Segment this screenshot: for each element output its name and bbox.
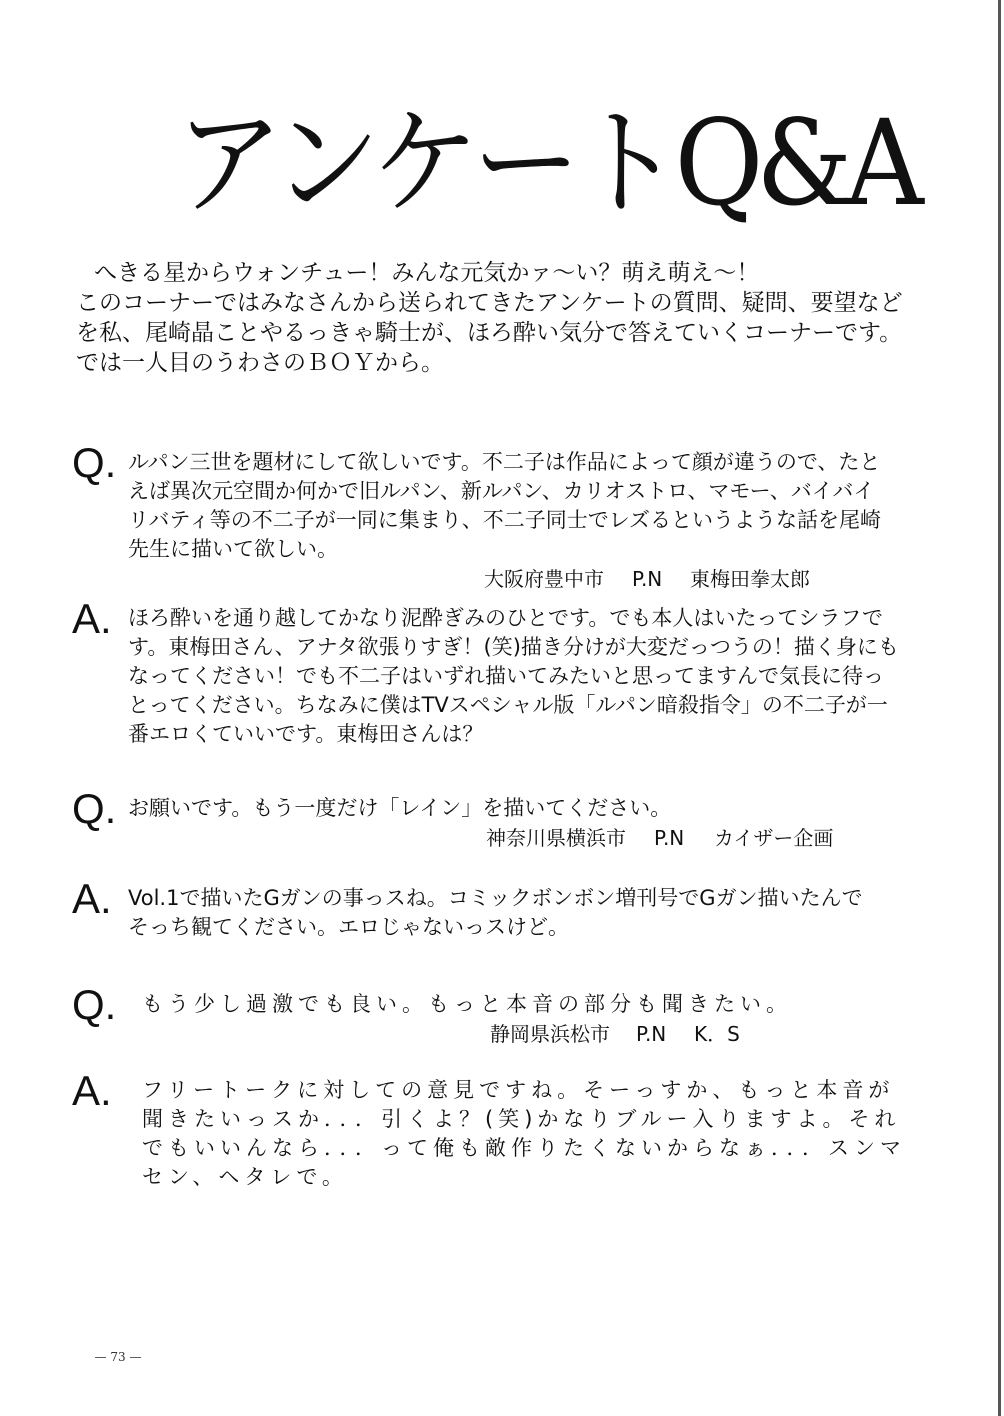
answer-2	[72, 875, 922, 942]
sender-name: カイザー企画	[714, 826, 834, 850]
sender-credit	[142, 1019, 922, 1049]
sender-name: 東梅田拳太郎	[690, 567, 810, 591]
question-line: 先生に描いて欲しい。	[128, 537, 338, 561]
page-number: — 73 —	[94, 1350, 142, 1364]
answer-marker: A.	[72, 875, 112, 922]
answer-marker: A.	[72, 1067, 112, 1114]
page-edge-rule	[998, 0, 1001, 1416]
sender-location: 静岡県浜松市	[490, 1022, 610, 1046]
question-marker: Q.	[72, 785, 117, 832]
question-3	[72, 981, 922, 1049]
answer-line: す。東梅田さん、アナタ欲張りすぎ！(笑)描き分けが大変だっつうの！描く身にも	[128, 635, 899, 659]
page-title: アンケートQ&A	[175, 94, 917, 232]
answer-text	[128, 604, 922, 749]
question-1	[72, 439, 922, 594]
answer-line: なってください！でも不二子はいずれ描いてみたいと思ってますんで気長に待っ	[128, 664, 884, 688]
intro-line: を私、尾崎晶ことやるっきゃ騎士が、ほろ酔い気分で答えていくコーナーです。	[76, 320, 903, 346]
answer-line: とってください。ちなみに僕はTVスペシャル版「ルパン暗殺指令」の不二子が一	[128, 693, 888, 717]
answer-marker: A.	[72, 595, 112, 642]
question-text	[128, 794, 922, 853]
question-line: もう少し過激でも良い。もっと本音の部分も聞きたい。	[142, 992, 792, 1016]
question-line: ルパン三世を題材にして欲しいです。不二子は作品によって顔が違うので、たと	[128, 450, 881, 474]
answer-line: 番エロくていいです。東梅田さんは？	[128, 722, 484, 746]
question-text	[142, 990, 922, 1049]
sender-location: 神奈川県横浜市	[486, 826, 626, 850]
answer-text	[142, 1076, 922, 1192]
sender-credit	[128, 823, 922, 853]
answer-line: ほろ酔いを通り越してかなり泥酔ぎみのひとです。でも本人はいたってシラフで	[128, 606, 883, 630]
sender-location: 大阪府豊中市	[484, 567, 604, 591]
answer-3	[72, 1067, 922, 1192]
question-text	[128, 448, 922, 594]
question-marker: Q.	[72, 981, 117, 1028]
answer-line: Vol.1で描いたGガンの事っスね。コミックボンボン増刊号でGガン描いたんで	[128, 886, 863, 910]
intro-text	[76, 258, 916, 378]
question-line: リバティ等の不二子が一同に集まり、不二子同士でレズるというような話を尾崎	[128, 508, 882, 532]
question-marker: Q.	[72, 439, 117, 486]
answer-line: でもいいんなら．．．って俺も敵作りたくないからなぁ．．．スンマ	[142, 1136, 906, 1160]
answer-line: そっち観てください。エロじゃないっスけど。	[128, 915, 569, 939]
sender-pn-label: P.N	[636, 1022, 667, 1046]
intro-line: へきる星からウォンチュー！みんな元気かァ〜い？萌え萌え〜！	[94, 260, 760, 286]
answer-text	[128, 884, 922, 942]
question-line: えば異次元空間か何かで旧ルパン、新ルパン、カリオストロ、マモー、バイバイ	[128, 479, 875, 503]
answer-line: セン、ヘタレで。	[142, 1165, 348, 1189]
intro-line: では一人目のうわさのＢＯＹから。	[76, 350, 444, 376]
answer-line: フリートークに対しての意見ですね。そーっすか、もっと本音が	[142, 1078, 895, 1102]
answer-1	[72, 595, 922, 749]
question-2	[72, 785, 922, 853]
sender-credit	[128, 564, 922, 594]
question-line: お願いです。もう一度だけ「レイン」を描いてください。	[128, 796, 672, 820]
intro-line: このコーナーではみなさんから送られてきたアンケートの質問、疑問、要望など	[76, 290, 903, 316]
answer-line: 聞きたいっスか．．．引くよ？(笑)かなりブルー入りますよ。それ	[142, 1107, 901, 1131]
sender-name: K．S	[694, 1022, 740, 1046]
sender-pn-label: P.N	[632, 567, 663, 591]
sender-pn-label: P.N	[654, 826, 685, 850]
